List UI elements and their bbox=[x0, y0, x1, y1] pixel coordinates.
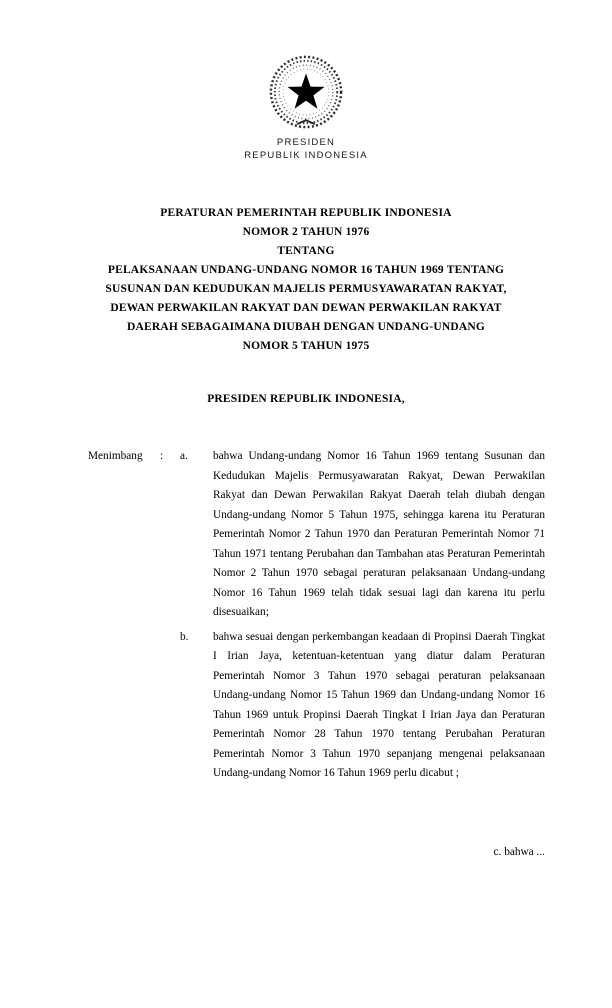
title-line-6: DEWAN PERWAKILAN RAKYAT DAN DEWAN PERWAKILAN RAKYAT bbox=[110, 302, 502, 314]
regulation-title bbox=[0, 204, 612, 356]
item-b-marker: b. bbox=[180, 630, 189, 643]
org-name-line2: REPUBLIK INDONESIA bbox=[244, 150, 368, 161]
menimbang-colon: : bbox=[160, 450, 164, 462]
item-b-text: bahwa sesuai dengan perkembangan keadaan di Propinsi Daerah Tingkat I Irian Jaya, ketentuan-ketentuan yang diatur dalam Peraturan Pemerintah Nomor 3 Tahun 1970 sebagai peraturan pelaksanaan Undang-undang Nomor 15 Tahun 1969 dan Undang-undang Nomor 16 Tahun 1969 untuk Propinsi Daerah Tingkat I Irian Jaya dan Peraturan Pemerintah Nomor 28 Tahun 1970 tentang Perubahan Peraturan Pemerintah Nomor 3 Tahun 1970 sepanjang mengenai pelaksanaan Undang-undang Nomor 16 Tahun 1969 perlu dicabut ; bbox=[213, 630, 545, 779]
consideration-item-b bbox=[88, 628, 545, 784]
title-line-2: NOMOR 2 TAHUN 1976 bbox=[242, 226, 370, 238]
title-line-3: TENTANG bbox=[277, 245, 335, 257]
considerations-section bbox=[88, 447, 545, 784]
org-name bbox=[244, 136, 368, 162]
title-line-4: PELAKSANAAN UNDANG-UNDANG NOMOR 16 TAHUN 1969 TENTANG bbox=[107, 264, 505, 276]
title-line-5: SUSUNAN DAN KEDUDUKAN MAJELIS PERMUSYAWARATAN RAKYAT, bbox=[105, 283, 507, 295]
title-line-1: PERATURAN PEMERINTAH REPUBLIK INDONESIA bbox=[160, 207, 452, 219]
org-name-line1: PRESIDEN bbox=[276, 137, 336, 148]
title-line-8: NOMOR 5 TAHUN 1975 bbox=[242, 340, 370, 352]
presidential-emblem-icon bbox=[267, 52, 345, 130]
letterhead bbox=[0, 0, 612, 162]
catchword-continuation: c. bahwa ... bbox=[493, 845, 545, 858]
consideration-item-a bbox=[88, 447, 545, 623]
opening-phrase: PRESIDEN REPUBLIK INDONESIA, bbox=[207, 393, 405, 405]
title-line-7: DAERAH SEBAGAIMANA DIUBAH DENGAN UNDANG-UNDANG bbox=[126, 321, 486, 333]
menimbang-label: Menimbang bbox=[88, 450, 143, 462]
star-icon bbox=[287, 73, 324, 108]
item-a-marker: a. bbox=[180, 450, 188, 462]
item-a-text: bahwa Undang-undang Nomor 16 Tahun 1969 tentang Susunan dan Kedudukan Majelis Permusyawaratan Rakyat, Dewan Perwakilan Rakyat dan Dewan Perwakilan Rakyat Daerah telah diubah dengan Undang-undang Nomor 5 Tahun 1975, sehingga karena itu Peraturan Pemerintah Nomor 2 Tahun 1970 dan Peraturan Pemerintah Nomor 71 Tahun 1971 tentang Perubahan dan Tambahan atas Peraturan Pemerintah Nomor 2 Tahun 1970 sebagai peraturan pelaksanaan Undang-undang Nomor 16 Tahun 1969 telah tidak sesuai lagi dan karena itu perlu disesuaikan; bbox=[213, 450, 545, 618]
